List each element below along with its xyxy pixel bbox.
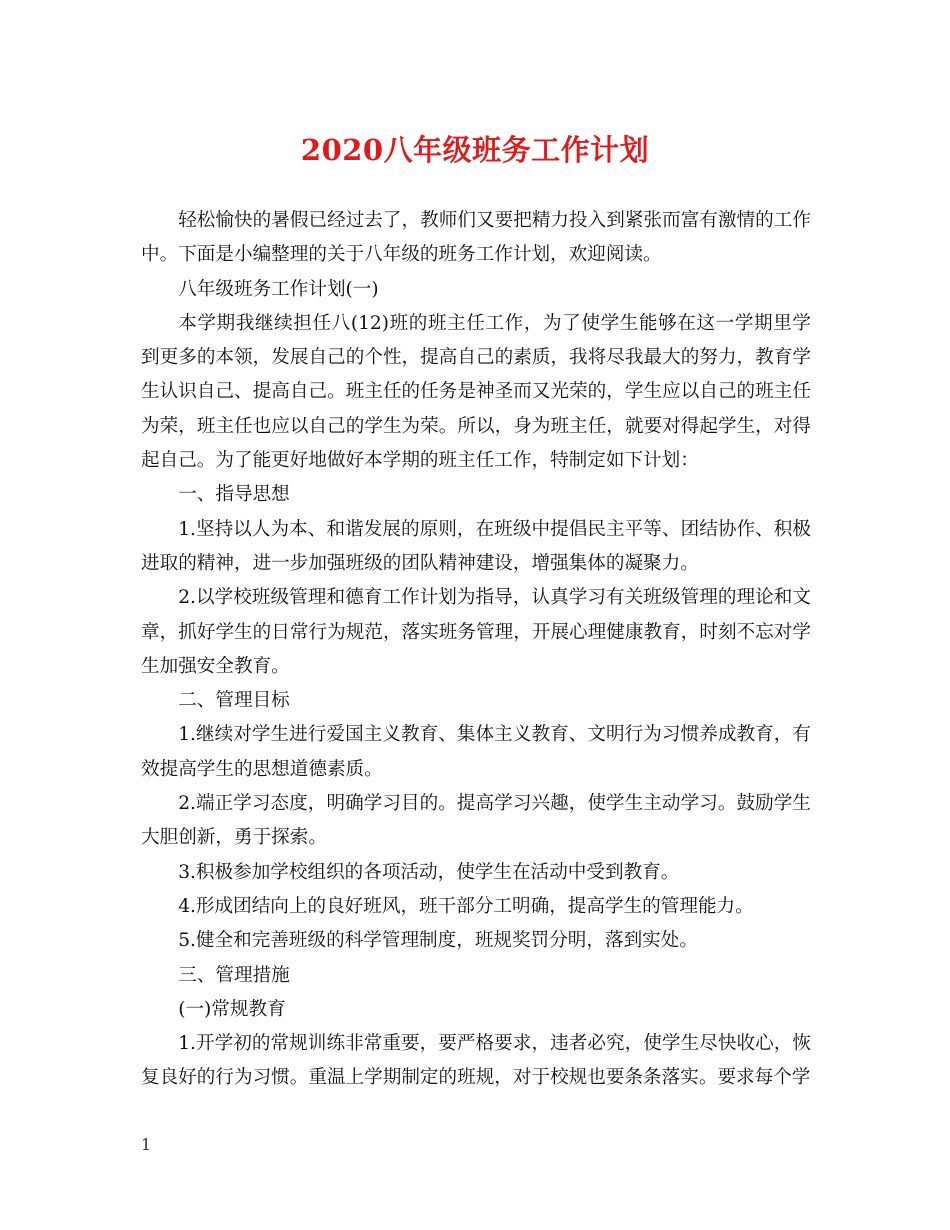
list-item: 3.积极参加学校组织的各项活动，使学生在活动中受到教育。 xyxy=(178,861,680,883)
list-item: 1.开学初的常规训练非常重要，要严格要求，违者必究，使学生尽快收心，恢复良好的行为习惯。重温上学期制定的班规，对于校规也要条条落实。要求每个学 xyxy=(141,1033,811,1089)
list-item: 5.健全和完善班级的科学管理制度，班规奖罚分明，落到实处。 xyxy=(178,930,698,952)
list-item: 1.继续对学生进行爱国主义教育、集体主义教育、文明行为习惯养成教育，有效提高学生的思想道德素质。 xyxy=(141,724,811,780)
intro-paragraph: 轻松愉快的暑假已经过去了，教师们又要把精力投入到紧张而富有激情的工作中。下面是小编整理的关于八年级的班务工作计划，欢迎阅读。 xyxy=(141,210,811,266)
list-item: 2.以学校班级管理和德育工作计划为指导，认真学习有关班级管理的理论和文章，抓好学生的日常行为规范，落实班务管理，开展心理健康教育，时刻不忘对学生加强安全教育。 xyxy=(141,587,811,677)
section-heading: 一、指导思想 xyxy=(178,484,290,506)
page-number: 1 xyxy=(141,1135,152,1154)
document-title: 2020八年级班务工作计划 xyxy=(300,133,650,167)
subsection-heading: (一)常规教育 xyxy=(178,998,286,1020)
section-heading: 二、管理目标 xyxy=(178,690,290,712)
list-item: 2.端正学习态度，明确学习目的。提高学习兴趣，使学生主动学习。鼓励学生大胆创新，勇于探索。 xyxy=(141,793,811,849)
list-item: 4.形成团结向上的良好班风，班干部分工明确，提高学生的管理能力。 xyxy=(178,895,754,917)
section-heading: 八年级班务工作计划(一) xyxy=(178,278,379,300)
list-item: 1.坚持以人为本、和谐发展的原则，在班级中提倡民主平等、团结协作、积极进取的精神，进一步加强班级的团队精神建设，增强集体的凝聚力。 xyxy=(141,518,811,574)
body-paragraph: 本学期我继续担任八(12)班的班主任工作，为了使学生能够在这一学期里学到更多的本领，发展自己的个性，提高自己的素质，我将尽我最大的努力，教育学生认识自己、提高自己。班主任的任务是神圣而又光荣的，学生应以自己的班主任为荣，班主任也应以自己的学生为荣。所以，身为班主任，就要对得起学生，对得起自己。为了能更好地做好本学期的班主任工作，特制定如下计划： xyxy=(141,312,811,472)
section-heading: 三、管理措施 xyxy=(178,964,290,986)
document-body xyxy=(141,204,811,1096)
